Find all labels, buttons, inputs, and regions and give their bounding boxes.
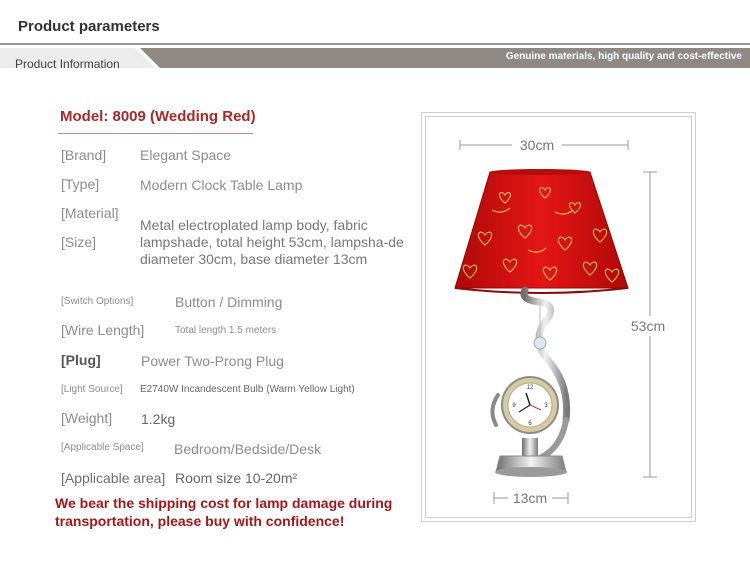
param-label-plug: [Plug] [61, 352, 101, 368]
base-width-label: 13cm [512, 490, 548, 506]
param-value-weight: 1.2kg [141, 411, 176, 427]
section-label: Product Information [15, 57, 120, 71]
param-label-material: [Material] [61, 205, 119, 221]
page-title: Product parameters [18, 18, 160, 35]
param-value-light: E2740W Incandescent Bulb (Warm Yellow Light) [140, 384, 355, 395]
clock-face [502, 377, 558, 433]
param-value-type: Modern Clock Table Lamp [140, 177, 303, 193]
svg-text:9: 9 [512, 403, 516, 409]
svg-text:12: 12 [526, 385, 534, 391]
param-label-type: [Type] [61, 176, 100, 192]
svg-text:6: 6 [528, 421, 532, 427]
param-value-switch: Button / Dimming [175, 294, 283, 310]
param-label-area: [Applicable area] [61, 470, 166, 486]
param-value-area: Room size 10-20m² [175, 470, 298, 486]
param-value-space: Bedroom/Bedside/Desk [174, 441, 322, 457]
param-label-brand: [Brand] [61, 147, 107, 163]
lamp-shade [455, 169, 628, 293]
param-label-size: [Size] [61, 234, 97, 250]
slogan-text: Genuine materials, high quality and cost-effective [505, 51, 742, 62]
param-value-brand: Elegant Space [140, 147, 232, 163]
param-value-wire: Total length 1.5 meters [175, 325, 277, 336]
param-label-weight: [Weight] [61, 410, 113, 426]
param-label-switch: [Switch Options] [61, 296, 134, 307]
shade-width-label: 30cm [519, 137, 555, 153]
param-label-light: [Light Source] [61, 384, 123, 395]
shipping-notice: We bear the shipping cost for lamp damage during transportation, please buy with confidence! [55, 495, 393, 529]
param-label-space: [Applicable Space] [61, 442, 144, 453]
model-heading: Model: 8009 (Wedding Red) [60, 108, 256, 125]
lamp-body [492, 290, 566, 462]
param-value-plug: Power Two-Prong Plug [141, 353, 284, 369]
param-label-wire: [Wire Length] [61, 322, 145, 338]
svg-text:3: 3 [544, 403, 548, 409]
height-label: 53cm [630, 318, 666, 334]
param-value-material-size: Metal electroplated lamp body, fabric lampshade, total height 53cm, lampsha-de diameter 30cm, base diameter 13cm [140, 217, 404, 267]
